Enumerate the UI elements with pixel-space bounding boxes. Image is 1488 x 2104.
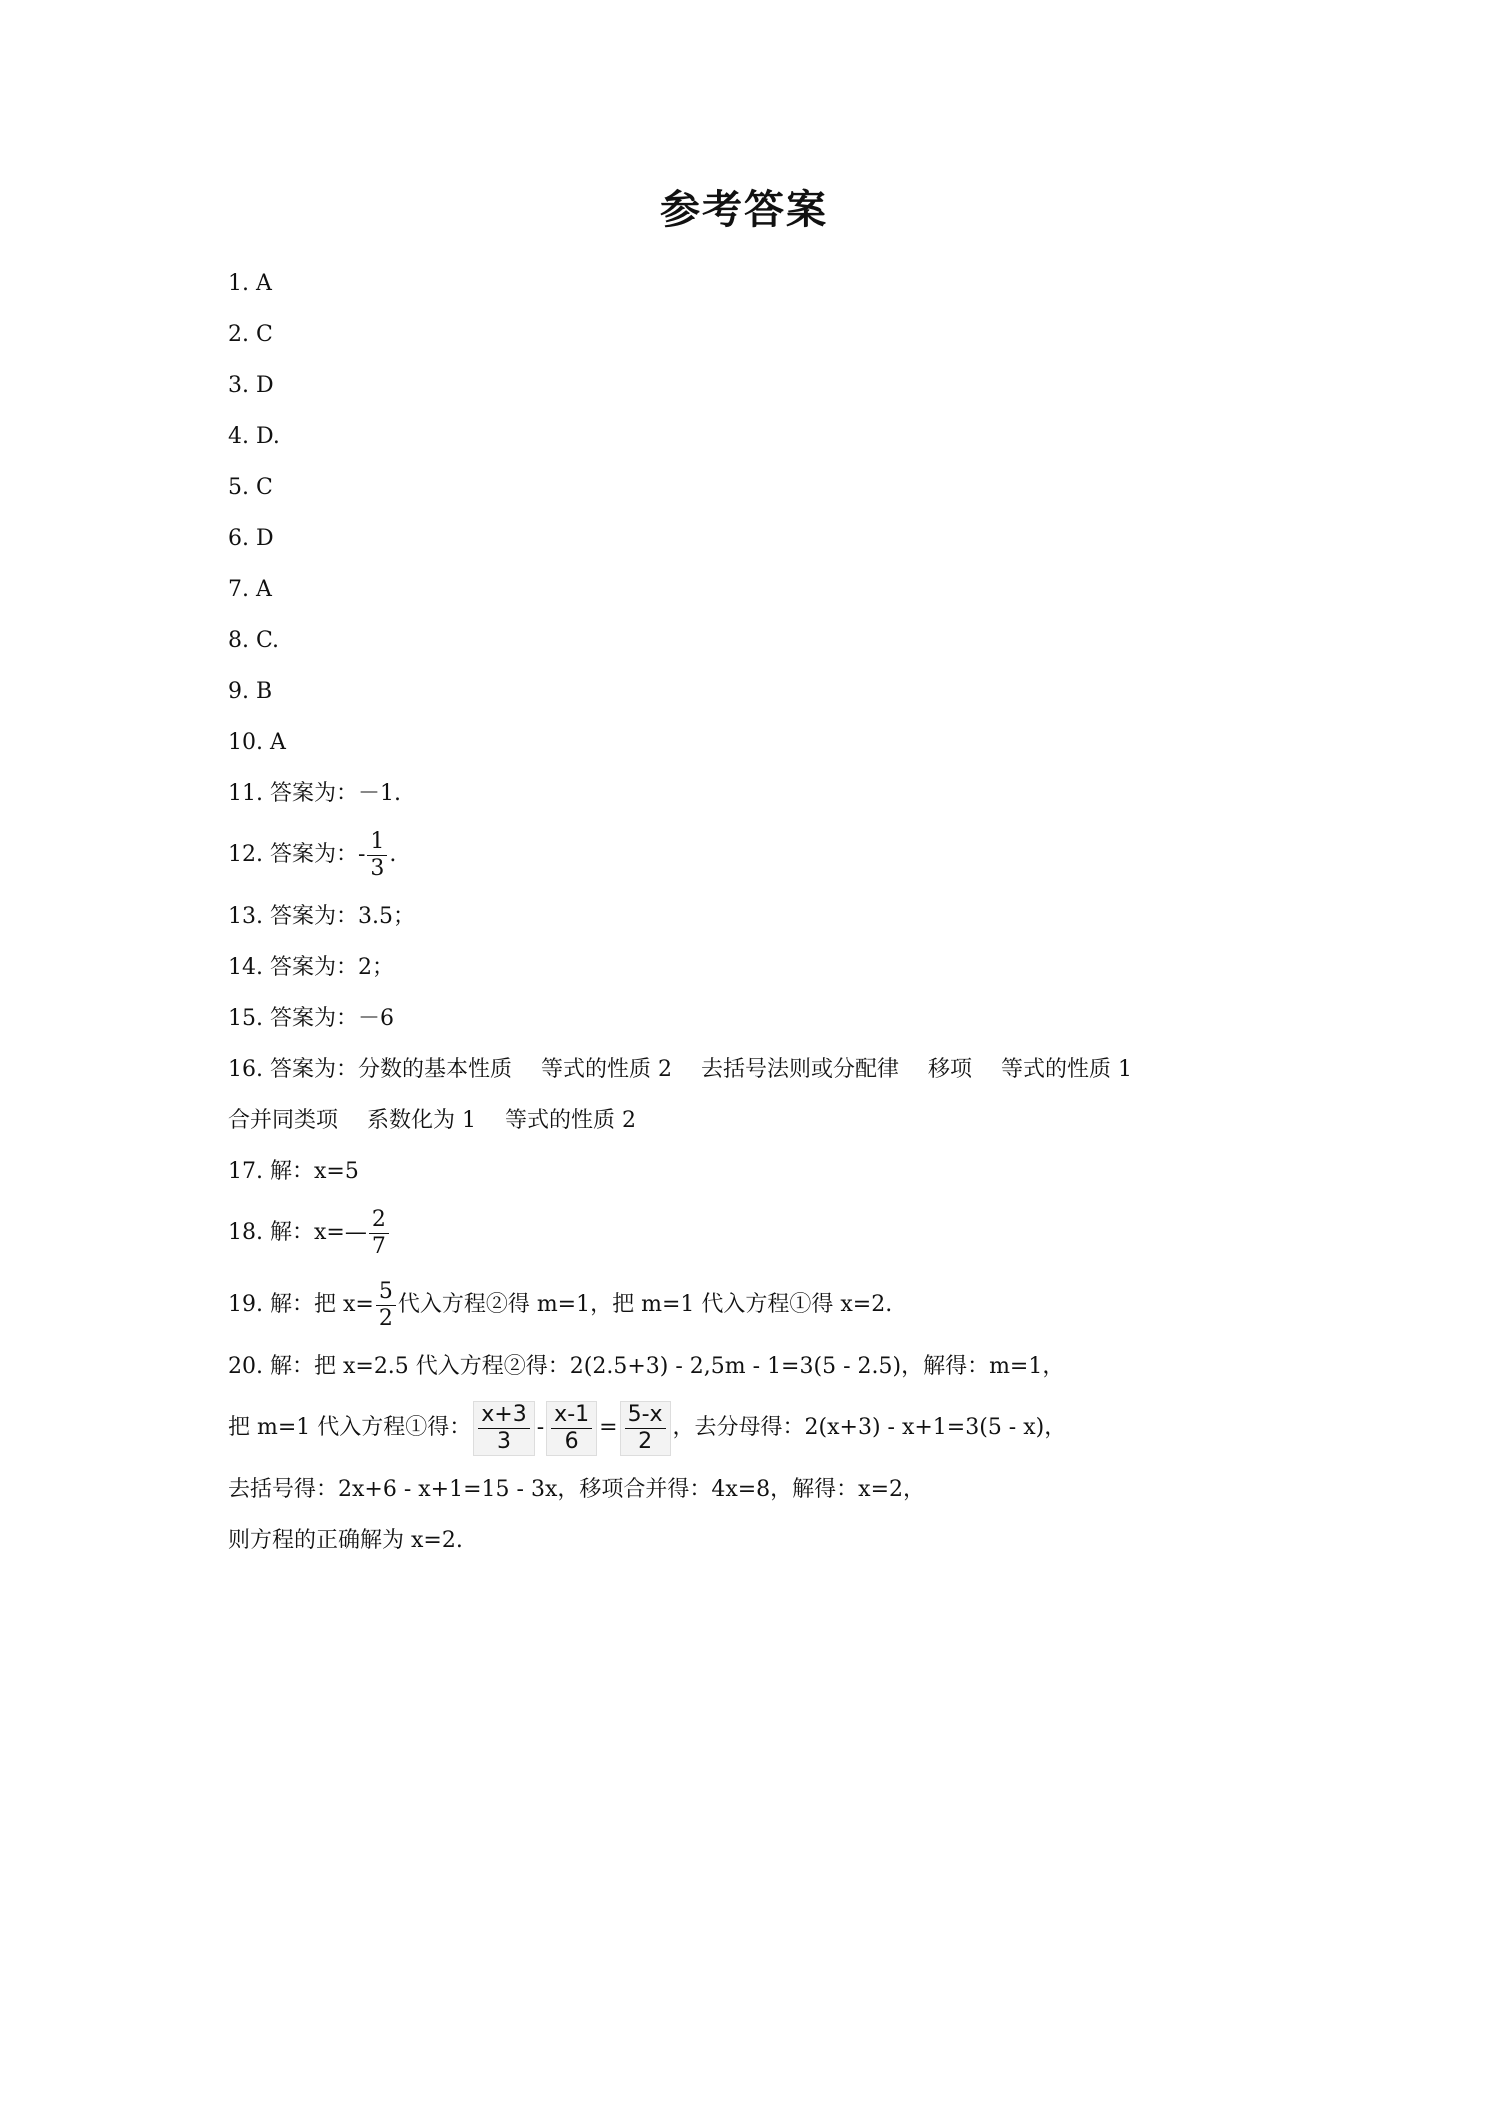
fraction-denominator: 6: [564, 1428, 579, 1454]
answer-19-fraction: [376, 1279, 396, 1332]
answer-4: 4. D.: [228, 424, 280, 449]
answer-16-part: 移项: [928, 1057, 973, 1082]
answer-12-prefix: 12. 答案为：-: [228, 842, 366, 867]
fraction-denominator: 3: [497, 1428, 511, 1454]
fraction-numerator: x-1: [551, 1402, 592, 1429]
answer-16-part: 合并同类项: [228, 1108, 339, 1133]
answer-1: 1. A: [228, 271, 272, 296]
answer-12-fraction: [367, 829, 387, 882]
answer-14: 14. 答案为：2；: [228, 955, 394, 980]
answer-5: 5. C: [228, 475, 273, 500]
fraction-denominator: 7: [371, 1233, 386, 1259]
fraction-numerator: 2: [369, 1207, 389, 1234]
answer-6: 6. D: [228, 526, 274, 551]
equation-image-fraction-1: [473, 1401, 534, 1456]
answer-20-line-2: [228, 1392, 1288, 1464]
equation-image-fraction-2: [546, 1401, 597, 1456]
answer-16-part: 16. 答案为：分数的基本性质: [228, 1057, 512, 1082]
answer-8: 8. C.: [228, 628, 280, 653]
answer-16-part: 系数化为 1: [367, 1108, 477, 1133]
fraction-numerator: 5-x: [625, 1402, 666, 1429]
fraction-denominator: 2: [638, 1428, 653, 1454]
answer-16-part: 等式的性质 2: [540, 1057, 672, 1082]
answer-12: [228, 819, 1288, 891]
answer-20-line-1: 20. 解：把 x=2.5 代入方程②得：2(2.5+3) - 2,5m - 1=3(5 - 2.5)，解得：m=1，: [228, 1354, 1065, 1379]
answer-16-line-2: [228, 1095, 1288, 1146]
answer-16-part: 等式的性质 2: [505, 1108, 637, 1133]
page-title: 参考答案: [660, 187, 828, 233]
answer-16-line-1: [228, 1044, 1288, 1095]
answer-13: 13. 答案为：3.5；: [228, 904, 415, 929]
answer-19: [228, 1269, 1288, 1341]
equals-operator: =: [599, 1415, 618, 1440]
answer-15: 15. 答案为：－6: [228, 1006, 394, 1031]
answer-20-line-4: 则方程的正确解为 x=2.: [228, 1528, 463, 1553]
answer-18: [228, 1197, 1288, 1269]
answer-18-fraction: [369, 1207, 389, 1260]
fraction-numerator: 5: [376, 1279, 396, 1306]
answer-20-line-3: 去括号得：2x+6 - x+1=15 - 3x，移项合并得：4x=8，解得：x=2，: [228, 1477, 926, 1502]
answer-12-suffix: .: [389, 842, 397, 867]
answer-19-prefix: 19. 解：把 x=: [228, 1292, 374, 1317]
answer-list: [228, 258, 1288, 1566]
answer-17: 17. 解：x=5: [228, 1159, 359, 1184]
answer-18-prefix: 18. 解：x=—: [228, 1220, 367, 1245]
answer-7: 7. A: [228, 577, 272, 602]
equation-image-fraction-3: [620, 1401, 671, 1456]
answer-10: 10. A: [228, 730, 286, 755]
fraction-numerator: 1: [367, 829, 387, 856]
answer-16-part: 等式的性质 1: [1001, 1057, 1133, 1082]
answer-20-line-2-prefix: 把 m=1 代入方程①得：: [228, 1415, 472, 1440]
fraction-numerator: x+3: [478, 1402, 529, 1429]
answer-20-line-2-suffix: ，去分母得：2(x+3) - x+1=3(5 - x)，: [672, 1415, 1067, 1440]
answer-9: 9. B: [228, 679, 273, 704]
answer-2: 2. C: [228, 322, 273, 347]
answer-11: 11. 答案为：－1.: [228, 781, 401, 806]
answer-19-suffix: 代入方程②得 m=1，把 m=1 代入方程①得 x=2.: [397, 1292, 893, 1317]
fraction-denominator: 3: [370, 855, 385, 881]
answer-16-part: 去括号法则或分配律: [700, 1057, 899, 1082]
answer-3: 3. D: [228, 373, 274, 398]
minus-operator: -: [536, 1415, 545, 1440]
fraction-denominator: 2: [378, 1305, 393, 1331]
